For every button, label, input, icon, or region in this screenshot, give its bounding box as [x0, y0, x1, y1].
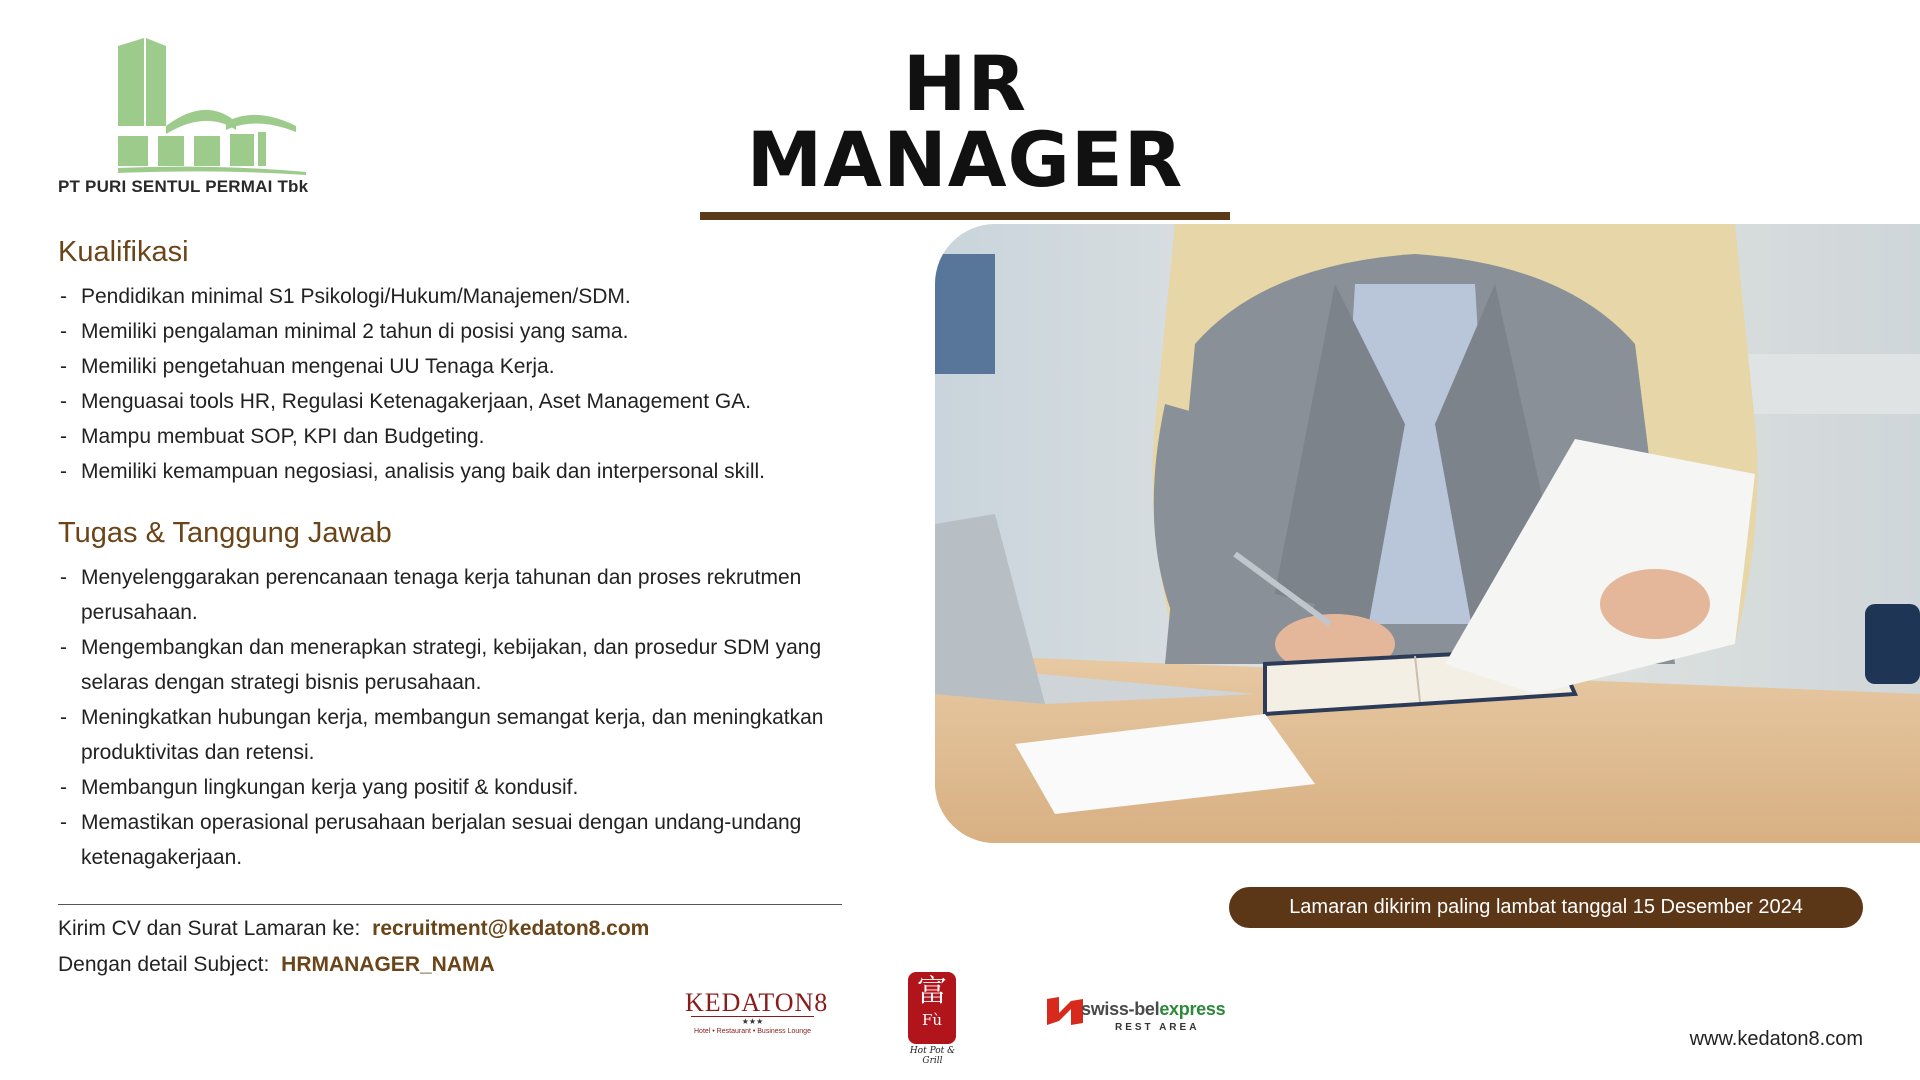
list-item: - Memiliki pengetahuan mengenai UU Tenaga Kerja. [58, 349, 878, 384]
qualifications-heading: Kualifikasi [58, 236, 189, 268]
swissbel-logo-icon [1045, 993, 1245, 1039]
fu-glyph: 富 [917, 974, 947, 1009]
fu-tagline: Hot Pot & Grill [909, 1046, 956, 1066]
divider [58, 904, 842, 905]
kedaton8-logo-icon [685, 988, 829, 1040]
kedaton8-stars: ★★★ [741, 1017, 764, 1026]
page-title-block [700, 39, 1230, 220]
title-underline [700, 212, 1230, 220]
list-item: - Menyelenggarakan perencanaan tenaga kerja tahunan dan proses rekrutmen perusahaan. [58, 560, 868, 630]
fu-logo-box [908, 972, 956, 1044]
swissbel-mark-icon [1045, 995, 1085, 1029]
duties-heading: Tugas & Tanggung Jawab [58, 517, 392, 549]
swissbel-tagline: REST AREA [1115, 1022, 1200, 1033]
fu-name: Fù [921, 1011, 943, 1029]
company-logo-icon [106, 36, 326, 176]
list-item: - Menguasai tools HR, Regulasi Ketenagakerjaan, Aset Management GA. [58, 384, 878, 419]
swissbel-name-a: swiss-bel [1081, 999, 1160, 1019]
swissbel-name-b: express [1159, 999, 1226, 1019]
duties-list [58, 560, 868, 875]
kedaton8-name: KEDATON8 [685, 988, 829, 1017]
page-title: HR MANAGER [746, 39, 1184, 204]
send-label: Kirim CV dan Surat Lamaran ke: [58, 917, 361, 940]
office-photo-illustration [935, 224, 1920, 843]
subject-label: Dengan detail Subject: [58, 953, 270, 976]
recruitment-email-link[interactable]: recruitment@kedaton8.com [372, 917, 650, 940]
deadline-badge: Lamaran dikirim paling lambat tanggal 15 Desember 2024 [1229, 887, 1863, 928]
company-name: PT PURI SENTUL PERMAI Tbk [58, 177, 309, 196]
qualifications-list [58, 279, 878, 489]
list-item: - Memiliki pengalaman minimal 2 tahun di posisi yang sama. [58, 314, 878, 349]
contact-subject-line [58, 953, 495, 977]
list-item: - Meningkatkan hubungan kerja, membangun semangat kerja, dan meningkatkan produktivitas dan retensi. [58, 700, 868, 770]
swissbel-name [1081, 999, 1225, 1020]
fu-logo-icon [900, 972, 965, 1066]
list-item: - Membangun lingkungan kerja yang positif & kondusif. [58, 770, 868, 805]
list-item: - Memastikan operasional perusahaan berjalan sesuai dengan undang-undang ketenagakerjaan. [58, 805, 868, 875]
contact-email-line [58, 917, 649, 941]
list-item: - Mengembangkan dan menerapkan strategi, kebijakan, dan prosedur SDM yang selaras dengan strategi bisnis perusahaan. [58, 630, 868, 700]
list-item: - Memiliki kemampuan negosiasi, analisis yang baik dan interpersonal skill. [58, 454, 878, 489]
list-item: - Mampu membuat SOP, KPI dan Budgeting. [58, 419, 878, 454]
website-link[interactable]: www.kedaton8.com [1689, 1028, 1863, 1050]
list-item: - Pendidikan minimal S1 Psikologi/Hukum/Manajemen/SDM. [58, 279, 878, 314]
subject-value: HRMANAGER_NAMA [281, 953, 495, 976]
office-photo [935, 224, 1920, 843]
kedaton8-tagline: Hotel • Restaurant • Business Lounge [694, 1028, 811, 1035]
